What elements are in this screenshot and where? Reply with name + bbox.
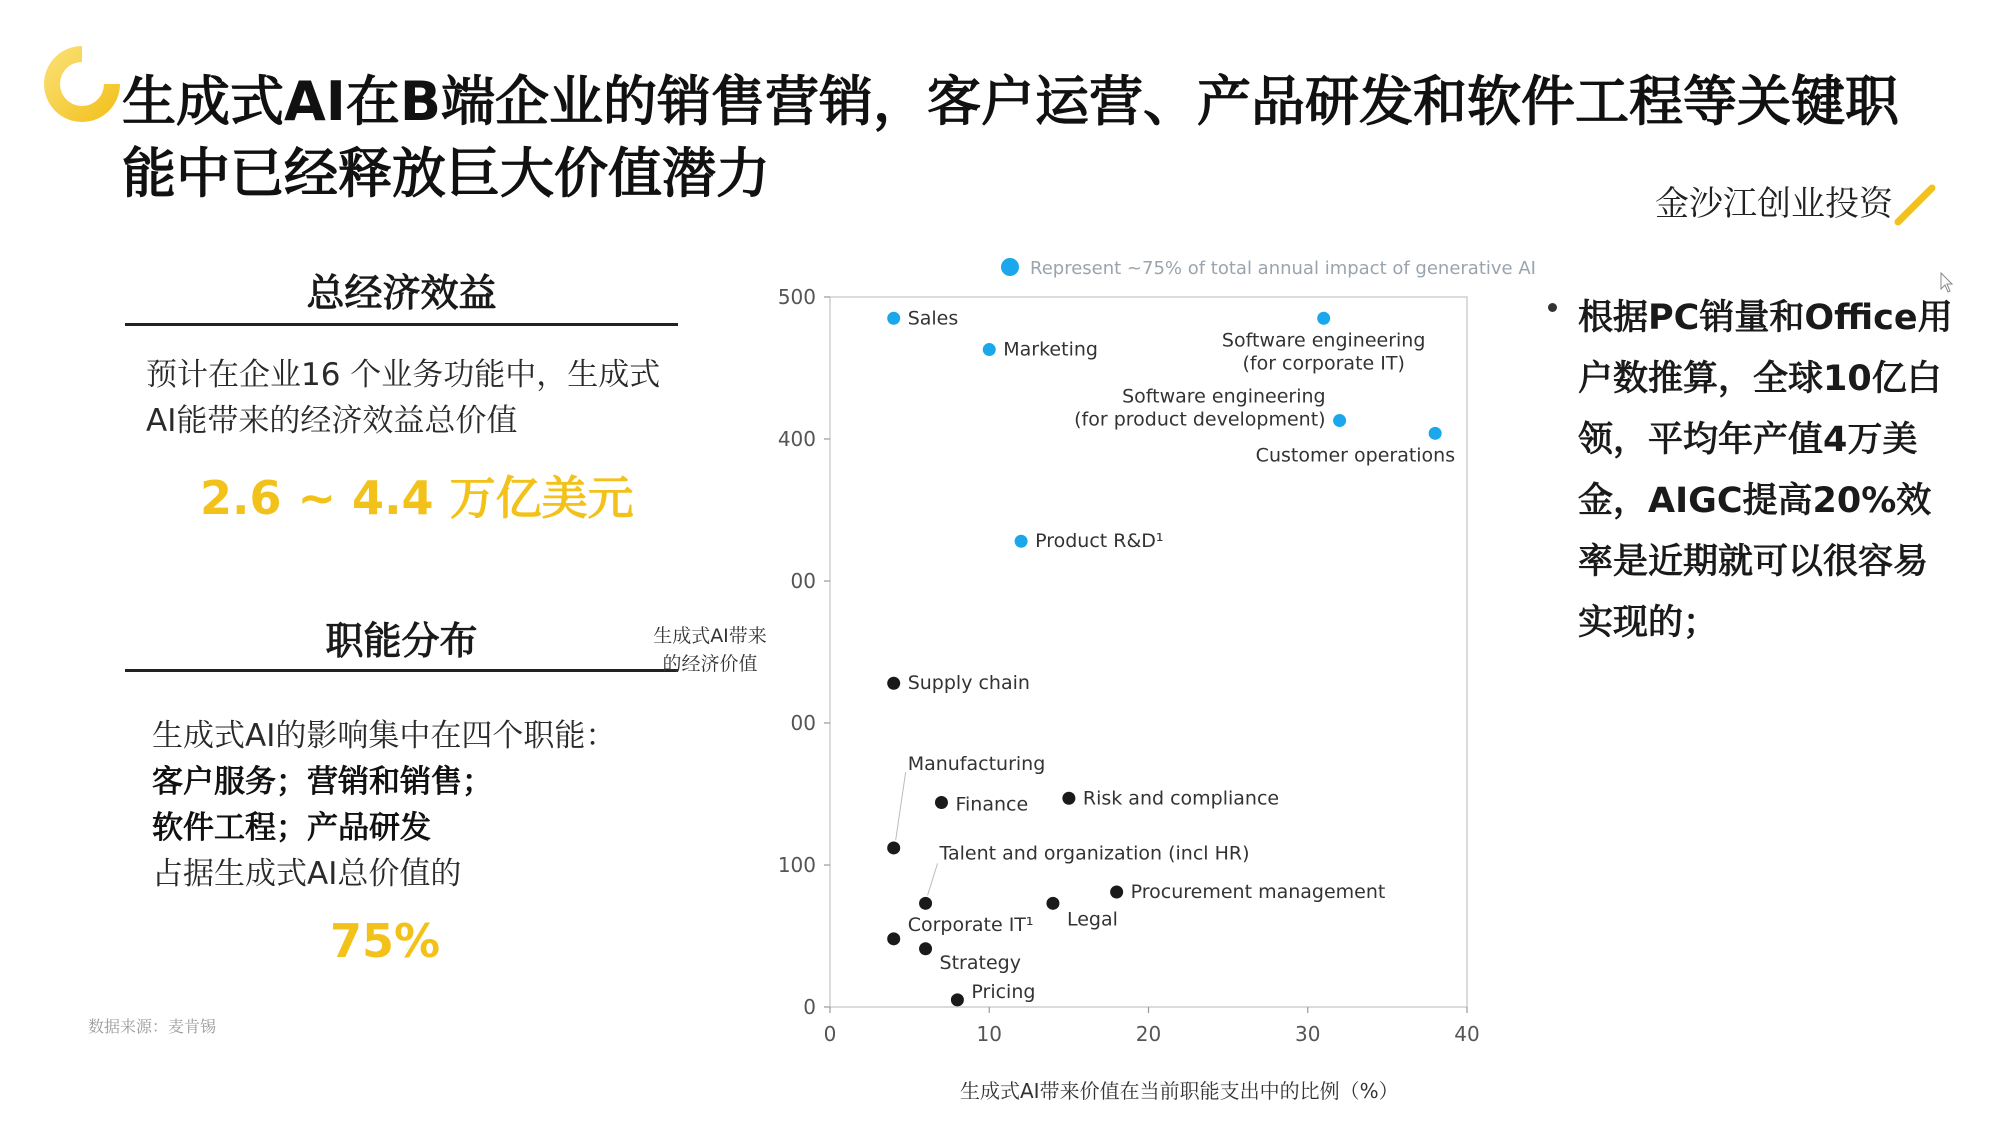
y-tick-label: 0: [803, 995, 816, 1019]
point-label: Manufacturing: [907, 752, 1046, 775]
functions-line-1: 生成式AI的影响集中在四个职能：: [152, 718, 617, 754]
x-tick-label: 0: [823, 1022, 837, 1046]
data-point: [887, 677, 900, 690]
brand-name: 金沙江创业投资: [1655, 184, 1893, 224]
y-tick-label: 100: [777, 853, 816, 877]
chart-side-label: 生成式AI带来的经济价值: [653, 625, 767, 675]
legend-marker: [1001, 258, 1019, 276]
functions-line-3: 软件工程；产品研发: [152, 810, 431, 846]
legend-label: Represent ~75% of total annual impact of generative AI: [1030, 258, 1536, 279]
point-label: Corporate IT¹: [907, 913, 1034, 936]
point-label: Software engineering (for corporate IT): [1221, 329, 1426, 375]
functions-value: 75%: [330, 914, 441, 968]
y-tick-label: 00: [790, 711, 816, 735]
functions-line-4: 占据生成式AI总价值的: [152, 856, 462, 892]
economic-heading: 总经济效益: [306, 271, 497, 315]
point-label: Software engineering (for product development): [1074, 385, 1326, 431]
point-label: Pricing: [971, 980, 1036, 1003]
data-source: 数据来源：麦肯锡: [88, 1017, 217, 1036]
y-tick-label: 00: [790, 569, 816, 593]
functions-divider: [125, 669, 678, 672]
economic-text: 预计在企业16 个业务功能中，生成式AI能带来的经济效益总价值: [146, 357, 661, 439]
data-point: [1046, 897, 1059, 910]
functions-line-2: 客户服务；营销和销售；: [152, 764, 493, 800]
right-bullet-text: 根据PC销量和Office用户数推算，全球10亿白领，平均年产值4万美金，AIGC提高20%效率是近期就可以很容易实现的；: [1578, 298, 1953, 643]
data-point: [1317, 312, 1330, 325]
point-label: Strategy: [939, 951, 1021, 974]
point-label: Risk and compliance: [1082, 787, 1280, 810]
data-point: [887, 312, 900, 325]
economic-value: 2.6 ~ 4.4 万亿美元: [200, 471, 634, 525]
data-point: [983, 343, 996, 356]
data-point: [951, 993, 964, 1006]
chart-x-label: 生成式AI带来价值在当前职能支出中的比例（%）: [960, 1079, 1399, 1103]
point-label: Finance: [955, 793, 1029, 816]
data-point: [919, 942, 932, 955]
mouse-cursor-icon: [1940, 272, 1954, 294]
economic-divider: [125, 323, 678, 326]
point-label: Talent and organization (incl HR): [939, 842, 1250, 865]
y-tick-label: 400: [777, 427, 816, 451]
data-point: [1062, 792, 1075, 805]
y-tick-label: 500: [777, 285, 816, 309]
point-label: Product R&D¹: [1035, 530, 1164, 553]
data-point: [1110, 885, 1123, 898]
leader-line: [896, 772, 906, 840]
functions-heading: 职能分布: [325, 619, 478, 663]
point-label: Supply chain: [907, 672, 1030, 695]
data-point: [887, 932, 900, 945]
point-label: Procurement management: [1130, 880, 1386, 903]
x-tick-label: 30: [1295, 1022, 1321, 1046]
data-point: [1015, 535, 1028, 548]
x-tick-label: 40: [1454, 1022, 1480, 1046]
point-label: Legal: [1066, 908, 1118, 931]
logo-ring-icon: [38, 40, 126, 128]
data-point: [887, 841, 900, 854]
data-point: [935, 796, 948, 809]
point-label: Customer operations: [1255, 444, 1456, 467]
x-tick-label: 10: [976, 1022, 1002, 1046]
data-point: [1333, 414, 1346, 427]
point-label: Sales: [907, 307, 959, 330]
data-point: [919, 897, 932, 910]
x-tick-label: 20: [1135, 1022, 1162, 1046]
brand-slash-icon: [1892, 182, 1936, 226]
scatter-chart: [760, 245, 1560, 1065]
leader-line: [928, 863, 938, 895]
bullet-dot: [1548, 303, 1557, 312]
page-title: 生成式AI在B端企业的销售营销，客户运营、产品研发和软件工程等关键职能中已经释放巨大价值潜力: [122, 70, 1900, 205]
data-point: [1429, 427, 1442, 440]
point-label: Marketing: [1003, 338, 1098, 361]
